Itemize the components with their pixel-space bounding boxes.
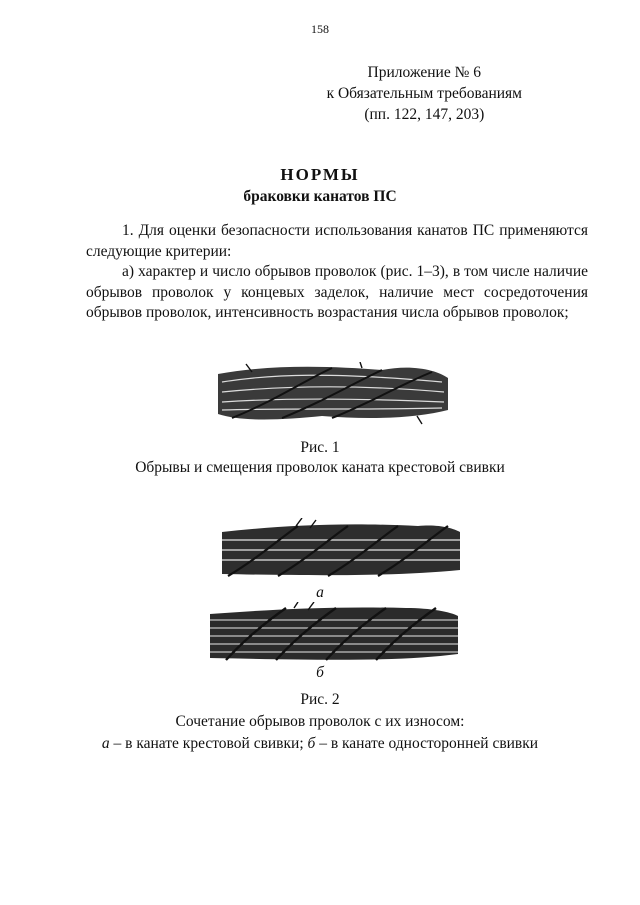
caption-a-text: – в канате крестовой свивки;	[109, 735, 308, 752]
figure-2b-rope-image	[206, 602, 462, 664]
figure-2a-sublabel: а	[316, 584, 324, 601]
caption-b-letter: б	[307, 735, 316, 752]
caption-a-letter: а	[101, 735, 110, 752]
paragraph-1: 1. Для оценки безопасности использования канатов ПС применяются следующие критерии:	[86, 222, 588, 260]
paragraph-2: а) характер и число обрывов проволок (рис. 1–3), в том числе наличие обрывов проволок у концевых заделок, наличие мест сосредоточения обрывов проволок, интенсивность возрастания числа обрывов проволок;	[86, 263, 588, 321]
title-sub: браковки канатов ПС	[243, 188, 397, 205]
document-title	[0, 164, 640, 207]
figure-2-caption-line-1: Сочетание обрывов проволок с их износом:	[175, 713, 465, 730]
page-number: 158	[311, 22, 329, 36]
figure-1-label: Рис. 1	[300, 439, 340, 456]
title-main: НОРМЫ	[280, 165, 360, 184]
appendix-line-1: Приложение № 6	[367, 64, 482, 81]
body-text	[86, 221, 588, 324]
appendix-line-3: (пп. 122, 147, 203)	[364, 106, 485, 123]
figure-2-caption-line-2	[0, 734, 640, 754]
appendix-line-2: к Обязательным требованиям	[326, 85, 522, 102]
figure-1-caption: Обрывы и смещения проволок каната крестовой свивки	[135, 459, 505, 476]
appendix-block	[327, 62, 522, 125]
figure-2b-sublabel: б	[316, 664, 324, 681]
figure-2a-rope-image	[218, 518, 463, 582]
figure-2-label: Рис. 2	[300, 691, 340, 708]
caption-b-text: – в канате односторонней свивки	[315, 735, 539, 752]
figure-1-rope-image	[212, 362, 452, 426]
